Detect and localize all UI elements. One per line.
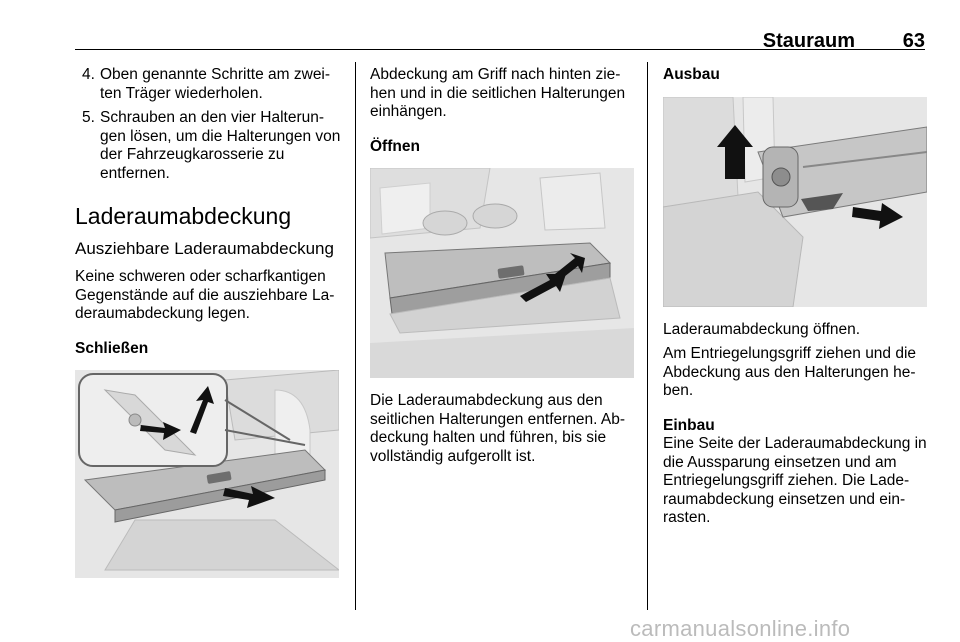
column-3 bbox=[663, 66, 928, 544]
warning-text: Keine schweren oder scharfkantigen Gegenstände auf die ausziehbare La-deraumabdeckung legen. bbox=[75, 268, 335, 322]
column-divider-2 bbox=[647, 62, 648, 610]
open-cover-figure bbox=[370, 168, 634, 378]
page-number: 63 bbox=[902, 30, 925, 52]
remove-step-1: Laderaumabdeckung öffnen. bbox=[663, 320, 861, 338]
remove-cover-figure bbox=[663, 97, 927, 307]
column-1 bbox=[75, 66, 345, 592]
remove-step-2: Am Entriegelungsgriff ziehen und die Abdeckung aus den Halterungen he-ben. bbox=[663, 345, 917, 399]
step-number: 4. bbox=[82, 66, 95, 83]
install-heading: Einbau bbox=[663, 416, 715, 434]
remove-illustration bbox=[663, 97, 927, 307]
section-heading: Laderaumabdeckung bbox=[75, 203, 292, 229]
close-cover-figure bbox=[75, 370, 339, 578]
close-illustration bbox=[75, 370, 339, 578]
open-heading: Öffnen bbox=[370, 137, 420, 155]
list-item bbox=[75, 66, 345, 103]
step-text: Oben genannte Schritte am zwei-ten Träger wiederholen. bbox=[100, 66, 331, 102]
open-instructions: Die Laderaumabdeckung aus den seitlichen Halterungen entfernen. Ab-deckung halten und führen, bis sie vollständig aufgerollt ist. bbox=[370, 392, 626, 465]
page-header bbox=[75, 28, 925, 50]
remove-heading: Ausbau bbox=[663, 66, 720, 83]
column-divider-1 bbox=[355, 62, 356, 610]
step-number: 5. bbox=[82, 109, 95, 126]
close-instructions: Abdeckung am Griff nach hinten zie-hen und in die seitlichen Halterungen einhängen. bbox=[370, 66, 626, 120]
install-instructions: Eine Seite der Laderaumabdeckung in die Aussparung einsetzen und am Entriegelungsgriff ziehen. Die Lade-raumabdeckung einsetzen und ein-rasten. bbox=[663, 435, 927, 526]
list-item bbox=[75, 109, 345, 183]
watermark: carmanualsonline.info bbox=[630, 616, 851, 641]
section-title: Stauraum bbox=[762, 30, 855, 52]
open-illustration bbox=[370, 168, 634, 378]
steps-list bbox=[75, 66, 345, 183]
step-text: Schrauben an den vier Halterun-gen lösen, um die Halterungen von der Fahrzeugkarosserie zu entfernen. bbox=[100, 109, 341, 182]
column-2 bbox=[370, 66, 632, 482]
subsection-heading: Ausziehbare Laderaumabdeckung bbox=[75, 239, 334, 258]
close-heading: Schließen bbox=[75, 339, 149, 357]
